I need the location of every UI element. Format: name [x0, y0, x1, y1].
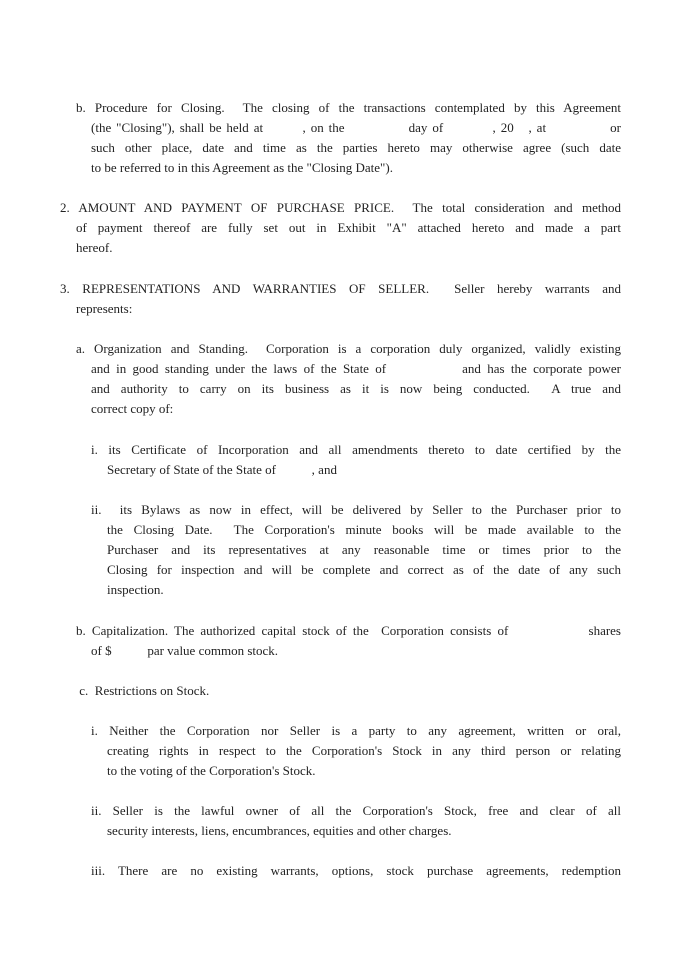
text-line: correct copy of:: [91, 401, 174, 416]
text-line: b. Capitalization. The authorized capital stock of the Corporation consists of shares: [76, 623, 621, 638]
text-line: inspection.: [107, 582, 164, 597]
text-line: i. its Certificate of Incorporation and all amendments thereto to date certified by the: [91, 442, 621, 457]
text-line: 2. AMOUNT AND PAYMENT OF PURCHASE PRICE. The total consideration and method: [60, 200, 621, 215]
text-line: of payment thereof are fully set out in Exhibit "A" attached hereto and made a part: [76, 220, 621, 235]
text-line: c. Restrictions on Stock.: [76, 683, 210, 698]
text-line: ii. its Bylaws as now in effect, will be delivered by Seller to the Purchaser prior to: [91, 502, 621, 517]
text-line: a. Organization and Standing. Corporation is a corporation duly organized, validly existing: [76, 341, 621, 356]
text-line: iii. There are no existing warrants, options, stock purchase agreements, redemption: [91, 863, 621, 878]
text-line: (the "Closing"), shall be held at , on the day of , 20 , at or: [91, 120, 621, 135]
text-line: the Closing Date. The Corporation's minute books will be made available to the: [107, 522, 621, 537]
text-line: 3. REPRESENTATIONS AND WARRANTIES OF SELLER. Seller hereby warrants and: [60, 281, 621, 296]
text-line: of $ par value common stock.: [91, 643, 279, 658]
text-line: Closing for inspection and will be complete and correct as of the date of any such: [107, 562, 621, 577]
text-line: i. Neither the Corporation nor Seller is a party to any agreement, written or oral,: [91, 723, 621, 738]
text-line: ii. Seller is the lawful owner of all the Corporation's Stock, free and clear of all: [91, 803, 621, 818]
text-line: to the voting of the Corporation's Stock.: [107, 763, 316, 778]
text-line: Purchaser and its representatives at any reasonable time or times prior to the: [107, 542, 621, 557]
text-line: and authority to carry on its business as it is now being conducted. A true and: [91, 381, 621, 396]
text-line: b. Procedure for Closing. The closing of the transactions contemplated by this Agreement: [76, 100, 621, 115]
text-line: hereof.: [76, 240, 113, 255]
text-line: such other place, date and time as the parties hereto may otherwise agree (such date: [91, 140, 621, 155]
text-line: to be referred to in this Agreement as the "Closing Date").: [91, 160, 393, 175]
text-line: security interests, liens, encumbrances, equities and other charges.: [107, 823, 452, 838]
text-line: represents:: [76, 301, 133, 316]
text-line: and in good standing under the laws of the State of and has the corporate power: [91, 361, 621, 376]
text-line: creating rights in respect to the Corporation's Stock in any third person or relating: [107, 743, 621, 758]
text-line: Secretary of State of the State of , and: [107, 462, 337, 477]
